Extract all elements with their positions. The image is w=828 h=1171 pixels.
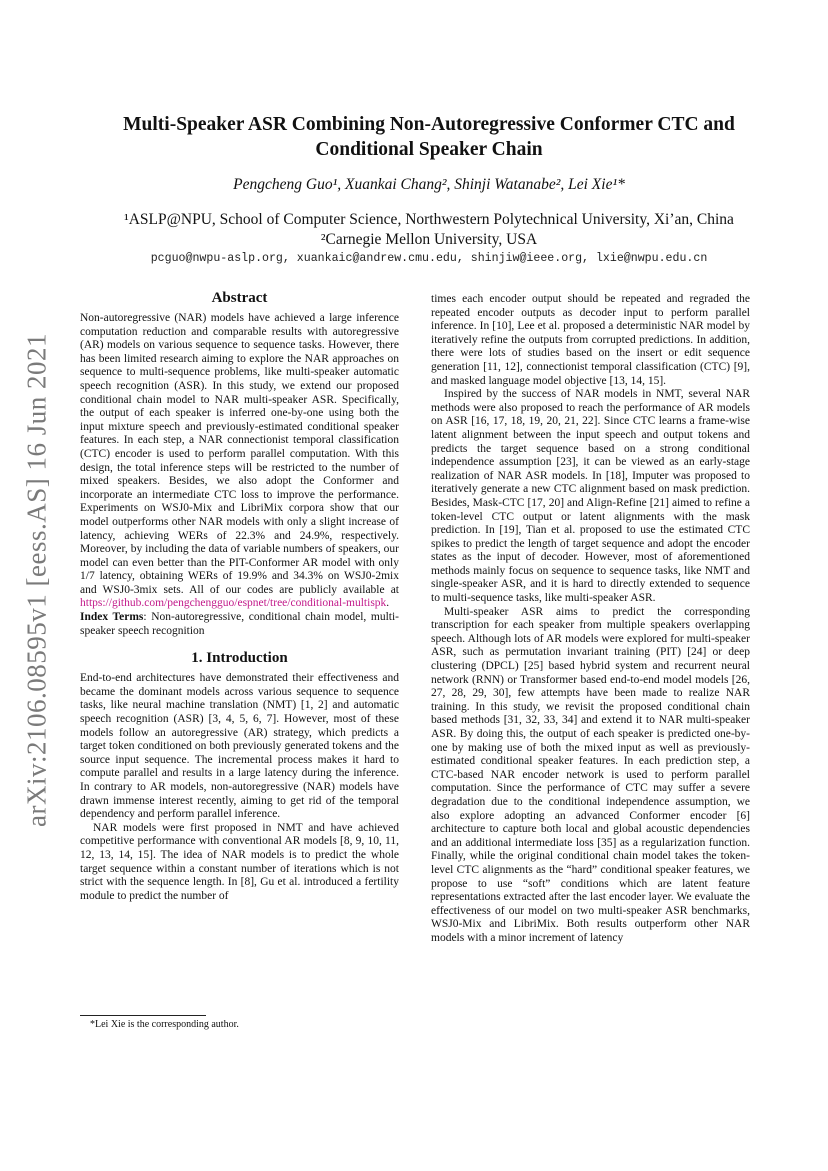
abstract-text: Non-autoregressive (NAR) models have achieved a large inference computation reduction and comparable results with autoregressive (AR) models on various sequence to sequence tasks. However, there has been limited research aiming to explore the NAR approaches on sequence to multi-sequence problems, like multi-speaker automatic speech recognition (ASR). In this study, we extend our proposed conditional chain model to NAR multi-speaker ASR. Specifically, the output of each speaker is inferred one-by-one using both the input mixture speech and previously-estimated conditional speaker features. In each step, a NAR connectionist temporal classification (CTC) encoder is used to perform parallel computation. With this design, the total inference steps will be restricted to the number of mixed speakers. Besides, we also adopt the Conformer and incorporate an intermediate CTC loss to improve the performance. Experiments on WSJ0-Mix and LibriMix corpora show that our model outperforms other NAR models with only a slight increase of latency, achieving WERs of 22.3% and 24.9%, respectively. Moreover, by including the data of variable numbers of speakers, our model can even better than the PIT-Conformer AR model with only 1/7 latency, obtaining WERs of 19.9% and 34.3% on WSJ0-2mix and WSJ0-3mix sets. All of our codes are publicly available at <box>80 312 399 596</box>
introduction-heading: 1. Introduction <box>191 650 288 667</box>
intro-paragraph-1: End-to-end architectures have demonstrated their effectiveness and became the dominant models across various sequence to sequence tasks, like neural machine translation (NMT) [1, 2] and automatic speech recognition (ASR) [3, 4, 5, 6, 7]. However, most of these models follow an autoregressive (AR) strategy, which predicts a target token conditioned on both previously generated tokens and the source input sequence. The incremental process makes it hard to compute parallel and results in a large latency during the inference. In contrary to AR models, non-autoregressive (NAR) models have drawn immense interest recently, aiming to get rid of the temporal dependency and perform parallel inference. <box>80 672 399 821</box>
title-line-1: Multi-Speaker ASR Combining Non-Autoregressive Conformer CTC and <box>123 114 735 135</box>
affiliation-2: ²Carnegie Mellon University, USA <box>320 231 538 248</box>
index-terms-text: : Non-autoregressive, conditional chain model, multi-speaker speech recognition <box>80 611 400 637</box>
arxiv-id-text: arXiv:2106.08595v1 [eess.AS] 16 Jun 2021 <box>21 333 52 827</box>
abstract-end: . <box>386 597 390 610</box>
affiliations <box>80 210 778 250</box>
abstract-heading: Abstract <box>211 290 268 306</box>
intro-paragraph-2: NAR models were first proposed in NMT and have achieved competitive performance with conventional AR models [8, 9, 10, 11, 12, 13, 14, 15]. The idea of NAR models is to predict the whole target sequence within a constant number of iterations which is not strict with the sequence length. In [8], Gu et al. introduced a fertility module to predict the number of <box>80 821 399 902</box>
paper-title <box>80 112 778 162</box>
author-emails: pcguo@nwpu-aslp.org, xuankaic@andrew.cmu.edu, shinjiw@ieee.org, lxie@nwpu.edu.cn <box>150 252 708 265</box>
index-terms <box>80 611 399 638</box>
right-paragraph-1: times each encoder output should be repeated and regraded the repeated encoder outputs as decoder input to perform parallel inference. In [10], Lee et al. proposed a deterministic NAR model by iteratively refine the outputs from corrupted predictions. In addition, there were lots of studies based on the insert or edit sequence generation [11, 12], connectionist temporal classification (CTC) [9], and masked language model objective [13, 14, 15]. <box>431 293 750 387</box>
code-repository-link[interactable]: https://github.com/pengchengguo/espnet/tree/conditional-multispk <box>80 597 387 610</box>
index-terms-label: Index Terms <box>80 611 144 624</box>
right-column <box>431 293 750 946</box>
left-column <box>80 288 399 903</box>
arxiv-identifier-stamp <box>14 280 60 880</box>
right-paragraph-3: Multi-speaker ASR aims to predict the corresponding transcription for each speaker from multiple speakers overlapping speech. Although lots of AR models were explored for multi-speaker ASR, such as permutation invariant training (PIT) [24] or deep clustering (DPCL) [25] based hybrid system and recurrent neural network (RNN) or Transformer based end-to-end model models [26, 27, 28, 29, 30], few attempts have been made to realize NAR training. In this study, we revisit the proposed conditional chain based methods [31, 32, 33, 34] and extend it to NAR multi-speaker ASR. By doing this, the output of each speaker is predicted one-by-one by making use of both the mixed input as well as previously-estimated conditional speaker features. In each prediction step, a CTC-based NAR encoder network is used to perform parallel computation. Since the performance of CTC may suffer a severe degradation due to the conditional independence assumption, we also explore adopting an advanced Conformer encoder [6] architecture to capture both local and global acoustic dependencies and an additional intermediate loss [35] as a regularization function. Finally, while the original conditional chain model takes the token-level CTC alignments as the “hard” conditional speaker features, we propose to use “soft” conditions which are latent feature representations extracted after the last encoder layer. We evaluate the effectiveness of our model on two multi-speaker ASR benchmarks, WSJ0-Mix and LibriMix. Both results outperform other NAR models with a minor increment of latency <box>431 605 750 944</box>
abstract-body <box>80 312 399 611</box>
affiliation-1: ¹ASLP@NPU, School of Computer Science, Northwestern Polytechnical University, Xi’an, China <box>124 211 734 228</box>
footnote-rule <box>80 1015 206 1016</box>
author-list: Pengcheng Guo¹, Xuankai Chang², Shinji Watanabe², Lei Xie¹* <box>233 176 625 193</box>
title-line-2: Conditional Speaker Chain <box>315 139 543 160</box>
corresponding-author-footnote: *Lei Xie is the corresponding author. <box>90 1019 239 1030</box>
right-paragraph-2: Inspired by the success of NAR models in NMT, several NAR methods were also proposed to reach the performance of AR models on ASR [16, 17, 18, 19, 20, 21, 22]. Since CTC learns a frame-wise latent alignment between the input speech and output tokens and predicts the target sequence based on a strong conditional independence assumption [23], it can be viewed as an early-stage realization of NAR ASR models. In [18], Imputer was proposed to iteratively generate a new CTC alignment based on mask prediction. Besides, Mask-CTC [17, 20] and Align-Refine [21] aimed to refine a token-level CTC output or latent alignments with the mask prediction. In [19], Tian et al. proposed to use the estimated CTC spikes to predict the length of target sequence and adopt the encoder states as the input of decoder. However, most of aforementioned methods mainly focus on sequence to sequence tasks, like NMT and single-speaker ASR, and it is hard to directly extended to sequence to multi-sequence tasks, like multi-speaker ASR. <box>431 388 750 605</box>
